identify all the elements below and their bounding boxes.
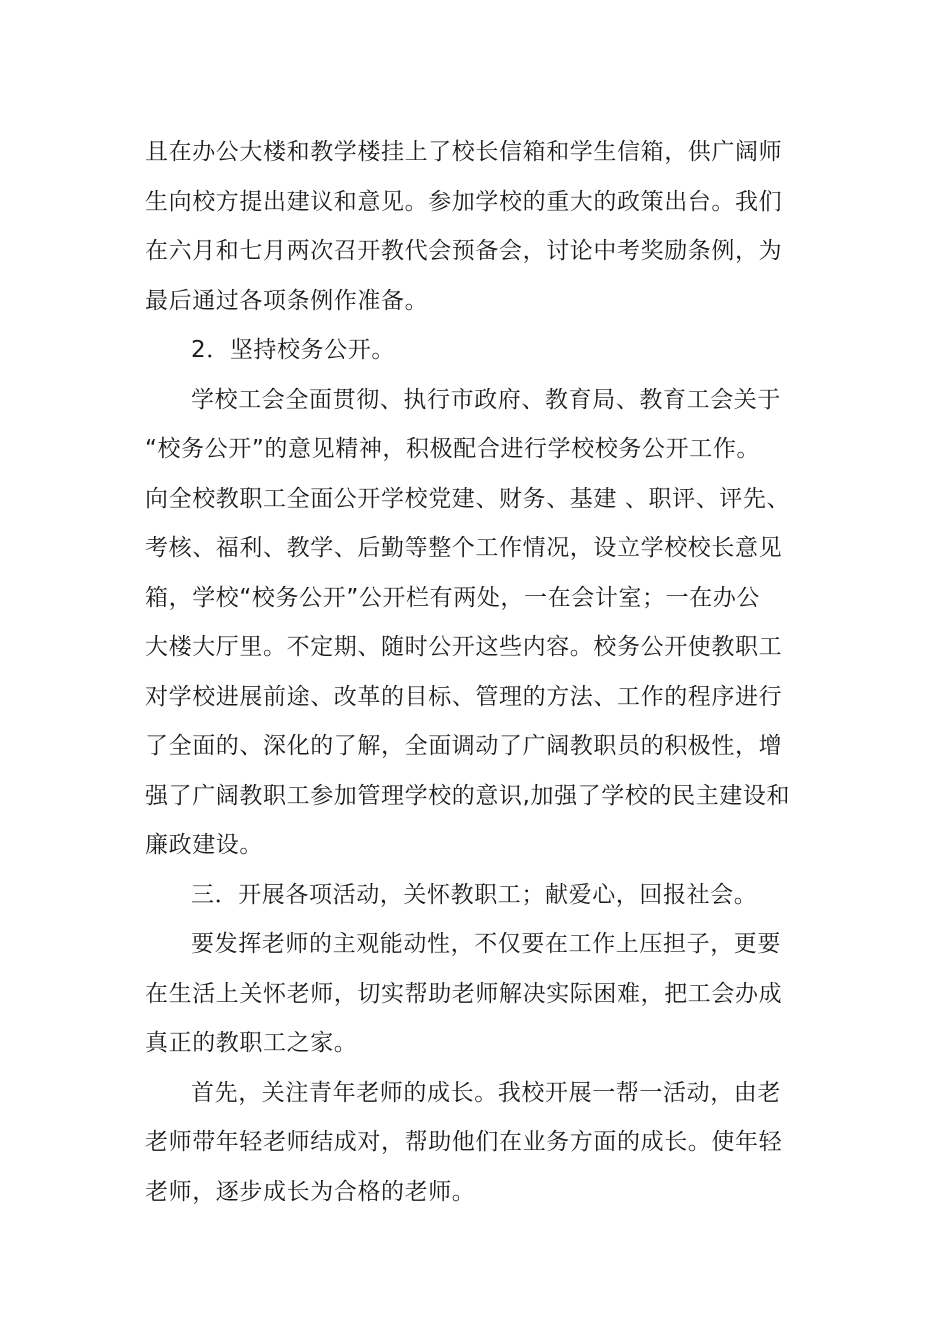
text-line: 在六月和七月两次召开教代会预备会，讨论中考奖励条例，为 [145,238,783,264]
text-line: 老师带年轻老师结成对，帮助他们在业务方面的成长。使年轻 [145,1129,783,1155]
text-line: 2．坚持校务公开。 [191,337,396,363]
text-line: 真正的教职工之家。 [145,1030,358,1056]
text-line: 廉政建设。 [145,832,263,858]
text-line: 考核、福利、教学、后勤等整个工作情况，设立学校校长意见 [145,535,783,561]
text-line: 对学校进展前途、改革的目标、管理的方法、工作的程序进行 [145,683,783,710]
text-line: 且在办公大楼和教学楼挂上了校长信箱和学生信箱，供广阔师 [145,139,783,165]
text-line: 在生活上关怀老师，切实帮助老师解决实际困难，把工会办成 [145,980,783,1007]
text-line: 了全面的、深化的了解，全面调动了广阔教职员的积极性，增 [145,733,783,759]
text-line: 箱，学校“校务公开”公开栏有两处，一在会计室；一在办公 [145,584,761,611]
text-line: 三．开展各项活动，关怀教职工；献爱心，回报社会。 [191,881,758,908]
document-body [145,128,845,1217]
text-line: 要发挥老师的主观能动性，不仅要在工作上压担子，更要 [191,931,781,957]
text-line: 最后通过各项条例作准备。 [145,287,429,314]
text-line: 强了广阔教职工参加管理学校的意识,加强了学校的民主建设和 [145,782,791,809]
text-line: 大楼大厅里。不定期、随时公开这些内容。校务公开使教职工 [145,634,783,660]
text-line: 生向校方提出建议和意见。参加学校的重大的政策出台。我们 [145,188,783,215]
text-line: 老师，逐步成长为合格的老师。 [145,1178,476,1205]
text-line: 首先，关注青年老师的成长。我校开展一帮一活动，由老 [191,1079,781,1106]
text-line: “校务公开”的意见精神，积极配合进行学校校务公开工作。 [145,436,761,462]
text-line: 向全校教职工全面公开学校党建、财务、基建 、职评、评先、 [145,485,791,512]
text-line: 学校工会全面贯彻、执行市政府、教育局、教育工会关于 [191,386,781,413]
